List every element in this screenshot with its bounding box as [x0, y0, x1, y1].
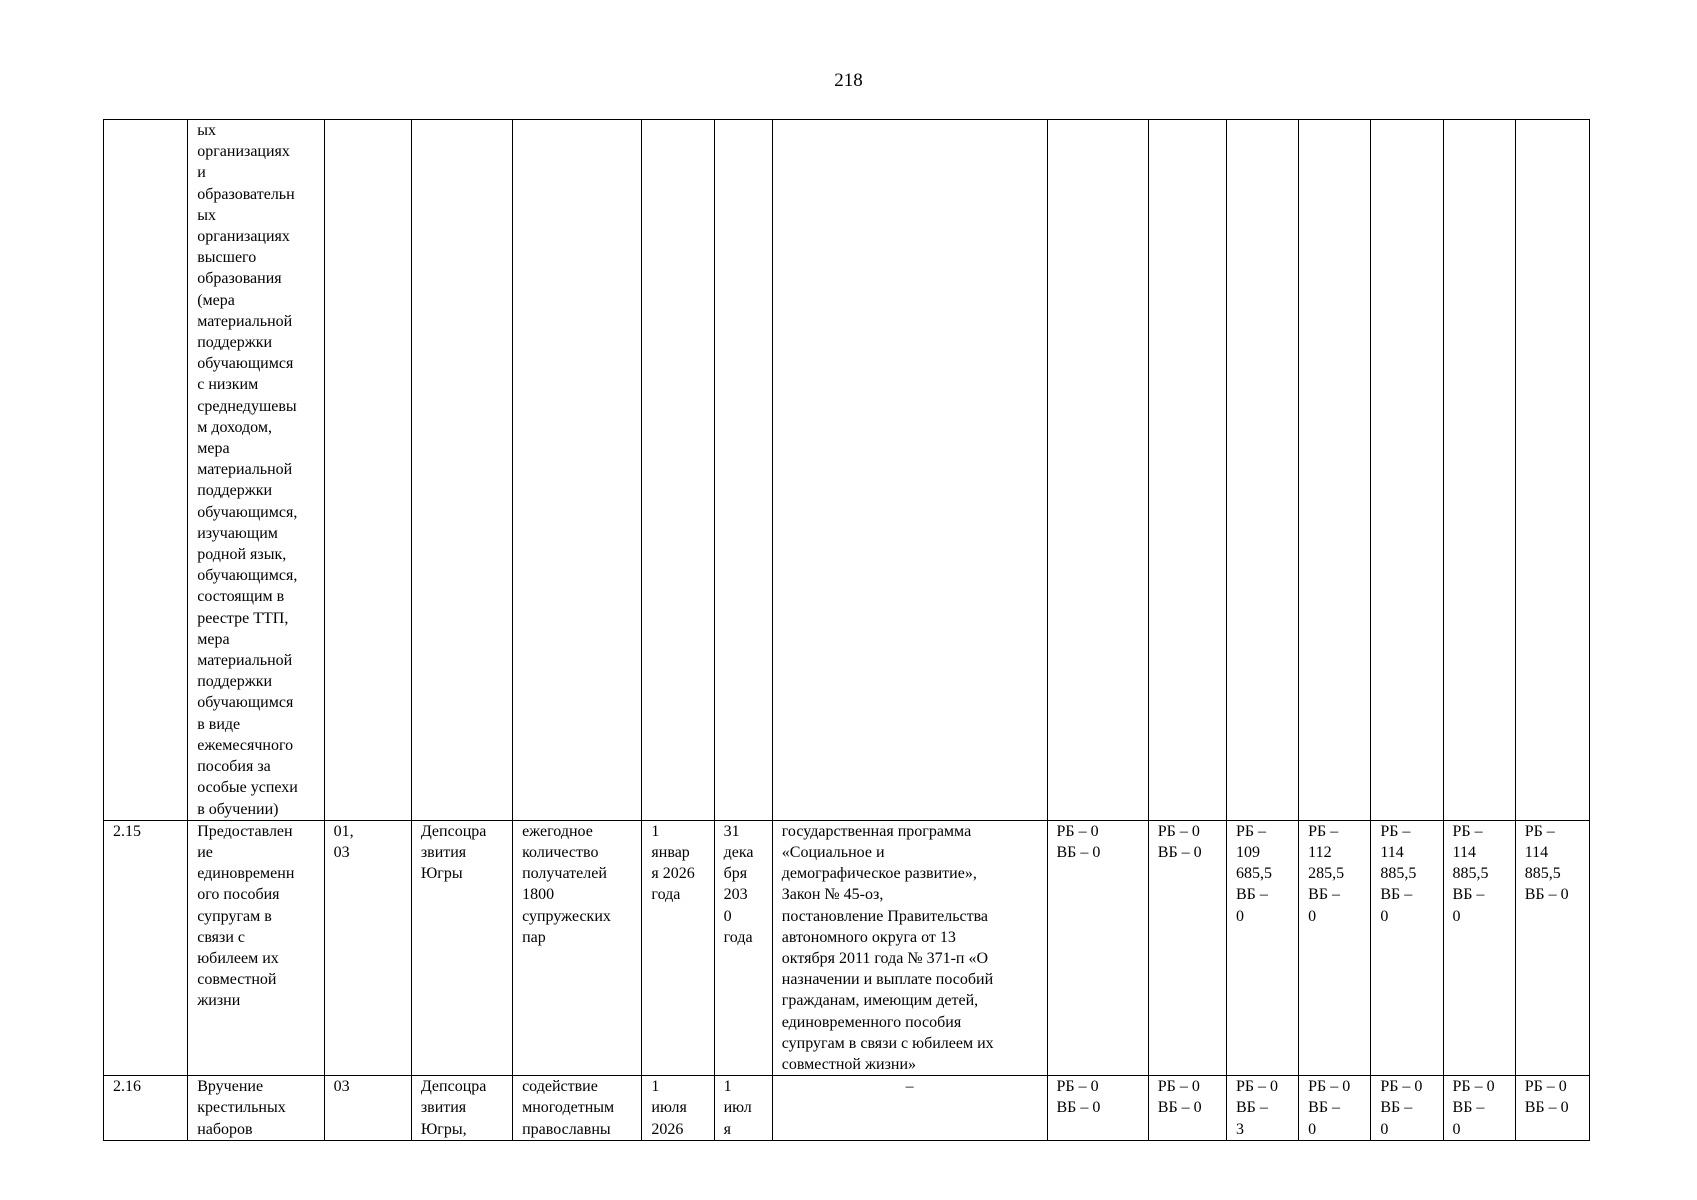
funding-cell-4 — [1299, 120, 1371, 821]
program-activities-table — [103, 119, 1590, 1141]
funding-cell-7 — [1515, 120, 1589, 821]
activity-name-cell: Вручение крестильных наборов — [188, 1076, 324, 1141]
row-number-cell — [104, 120, 188, 821]
end-date-cell: 1 июл я — [714, 1076, 772, 1141]
funding-cell-3: РБ – 0 ВБ – 3 — [1226, 1076, 1298, 1141]
table-row — [104, 120, 1590, 821]
funding-cell-6 — [1443, 120, 1515, 821]
start-date-cell: 1 январ я 2026 года — [642, 820, 714, 1075]
funding-cell-5 — [1371, 120, 1443, 821]
activity-name-cell: Предоставлен ие единовременн ого пособия супругам в связи с юбилеем их совместной жизни — [188, 820, 324, 1075]
funding-cell-2: РБ – 0 ВБ – 0 — [1148, 1076, 1226, 1141]
funding-cell-5: РБ – 0 ВБ – 0 — [1371, 1076, 1443, 1141]
code-cell: 01, 03 — [324, 820, 411, 1075]
code-cell: 03 — [324, 1076, 411, 1141]
executor-cell: Депсоцра звития Югры, — [411, 1076, 512, 1141]
funding-cell-1: РБ – 0 ВБ – 0 — [1047, 1076, 1148, 1141]
legal-basis-cell: государственная программа «Социальное и демографическое развитие», Закон № 45-оз, постановление Правительства автономного округа от 13 октября 2011 года № 371-п «О назначении и выплате пособий гражданам, имеющим детей, единовременного пособия супругам в связи с юбилеем их совместной жизни» — [772, 820, 1047, 1075]
end-date-cell: 31 дека бря 203 0 года — [714, 820, 772, 1075]
result-cell — [513, 120, 642, 821]
executor-cell — [411, 120, 512, 821]
legal-basis-cell — [772, 120, 1047, 821]
funding-cell-1: РБ – 0 ВБ – 0 — [1047, 820, 1148, 1075]
page-number: 218 — [834, 70, 863, 91]
funding-cell-6: РБ – 0 ВБ – 0 — [1443, 1076, 1515, 1141]
row-number-cell: 2.15 — [104, 820, 188, 1075]
code-cell — [324, 120, 411, 821]
funding-cell-5: РБ – 114 885,5 ВБ – 0 — [1371, 820, 1443, 1075]
funding-cell-7: РБ – 114 885,5 ВБ – 0 — [1515, 820, 1589, 1075]
result-cell: ежегодное количество получателей 1800 супружеских пар — [513, 820, 642, 1075]
funding-cell-7: РБ – 0 ВБ – 0 — [1515, 1076, 1589, 1141]
table-row — [104, 820, 1590, 1075]
funding-cell-4: РБ – 0 ВБ – 0 — [1299, 1076, 1371, 1141]
funding-cell-2: РБ – 0 ВБ – 0 — [1148, 820, 1226, 1075]
funding-cell-3 — [1226, 120, 1298, 821]
funding-cell-3: РБ – 109 685,5 ВБ – 0 — [1226, 820, 1298, 1075]
legal-basis-cell: – — [772, 1076, 1047, 1141]
funding-cell-6: РБ – 114 885,5 ВБ – 0 — [1443, 820, 1515, 1075]
funding-cell-4: РБ – 112 285,5 ВБ – 0 — [1299, 820, 1371, 1075]
row-number-cell: 2.16 — [104, 1076, 188, 1141]
start-date-cell — [642, 120, 714, 821]
executor-cell: Депсоцра звития Югры — [411, 820, 512, 1075]
end-date-cell — [714, 120, 772, 821]
result-cell: содействие многодетным православны — [513, 1076, 642, 1141]
start-date-cell: 1 июля 2026 — [642, 1076, 714, 1141]
funding-cell-1 — [1047, 120, 1148, 821]
activity-name-cell: ых организациях и образовательн ых организациях высшего образования (мера материальной поддержки обучающимся с низким среднедушевы м доходом, мера материальной поддержки обучающимся, изучающим родной язык, обучающимся, состоящим в реестре ТТП, мера материальной поддержки обучающимся в виде ежемесячного пособия за особые успехи в обучении) — [188, 120, 324, 821]
table-row — [104, 1076, 1590, 1141]
funding-cell-2 — [1148, 120, 1226, 821]
